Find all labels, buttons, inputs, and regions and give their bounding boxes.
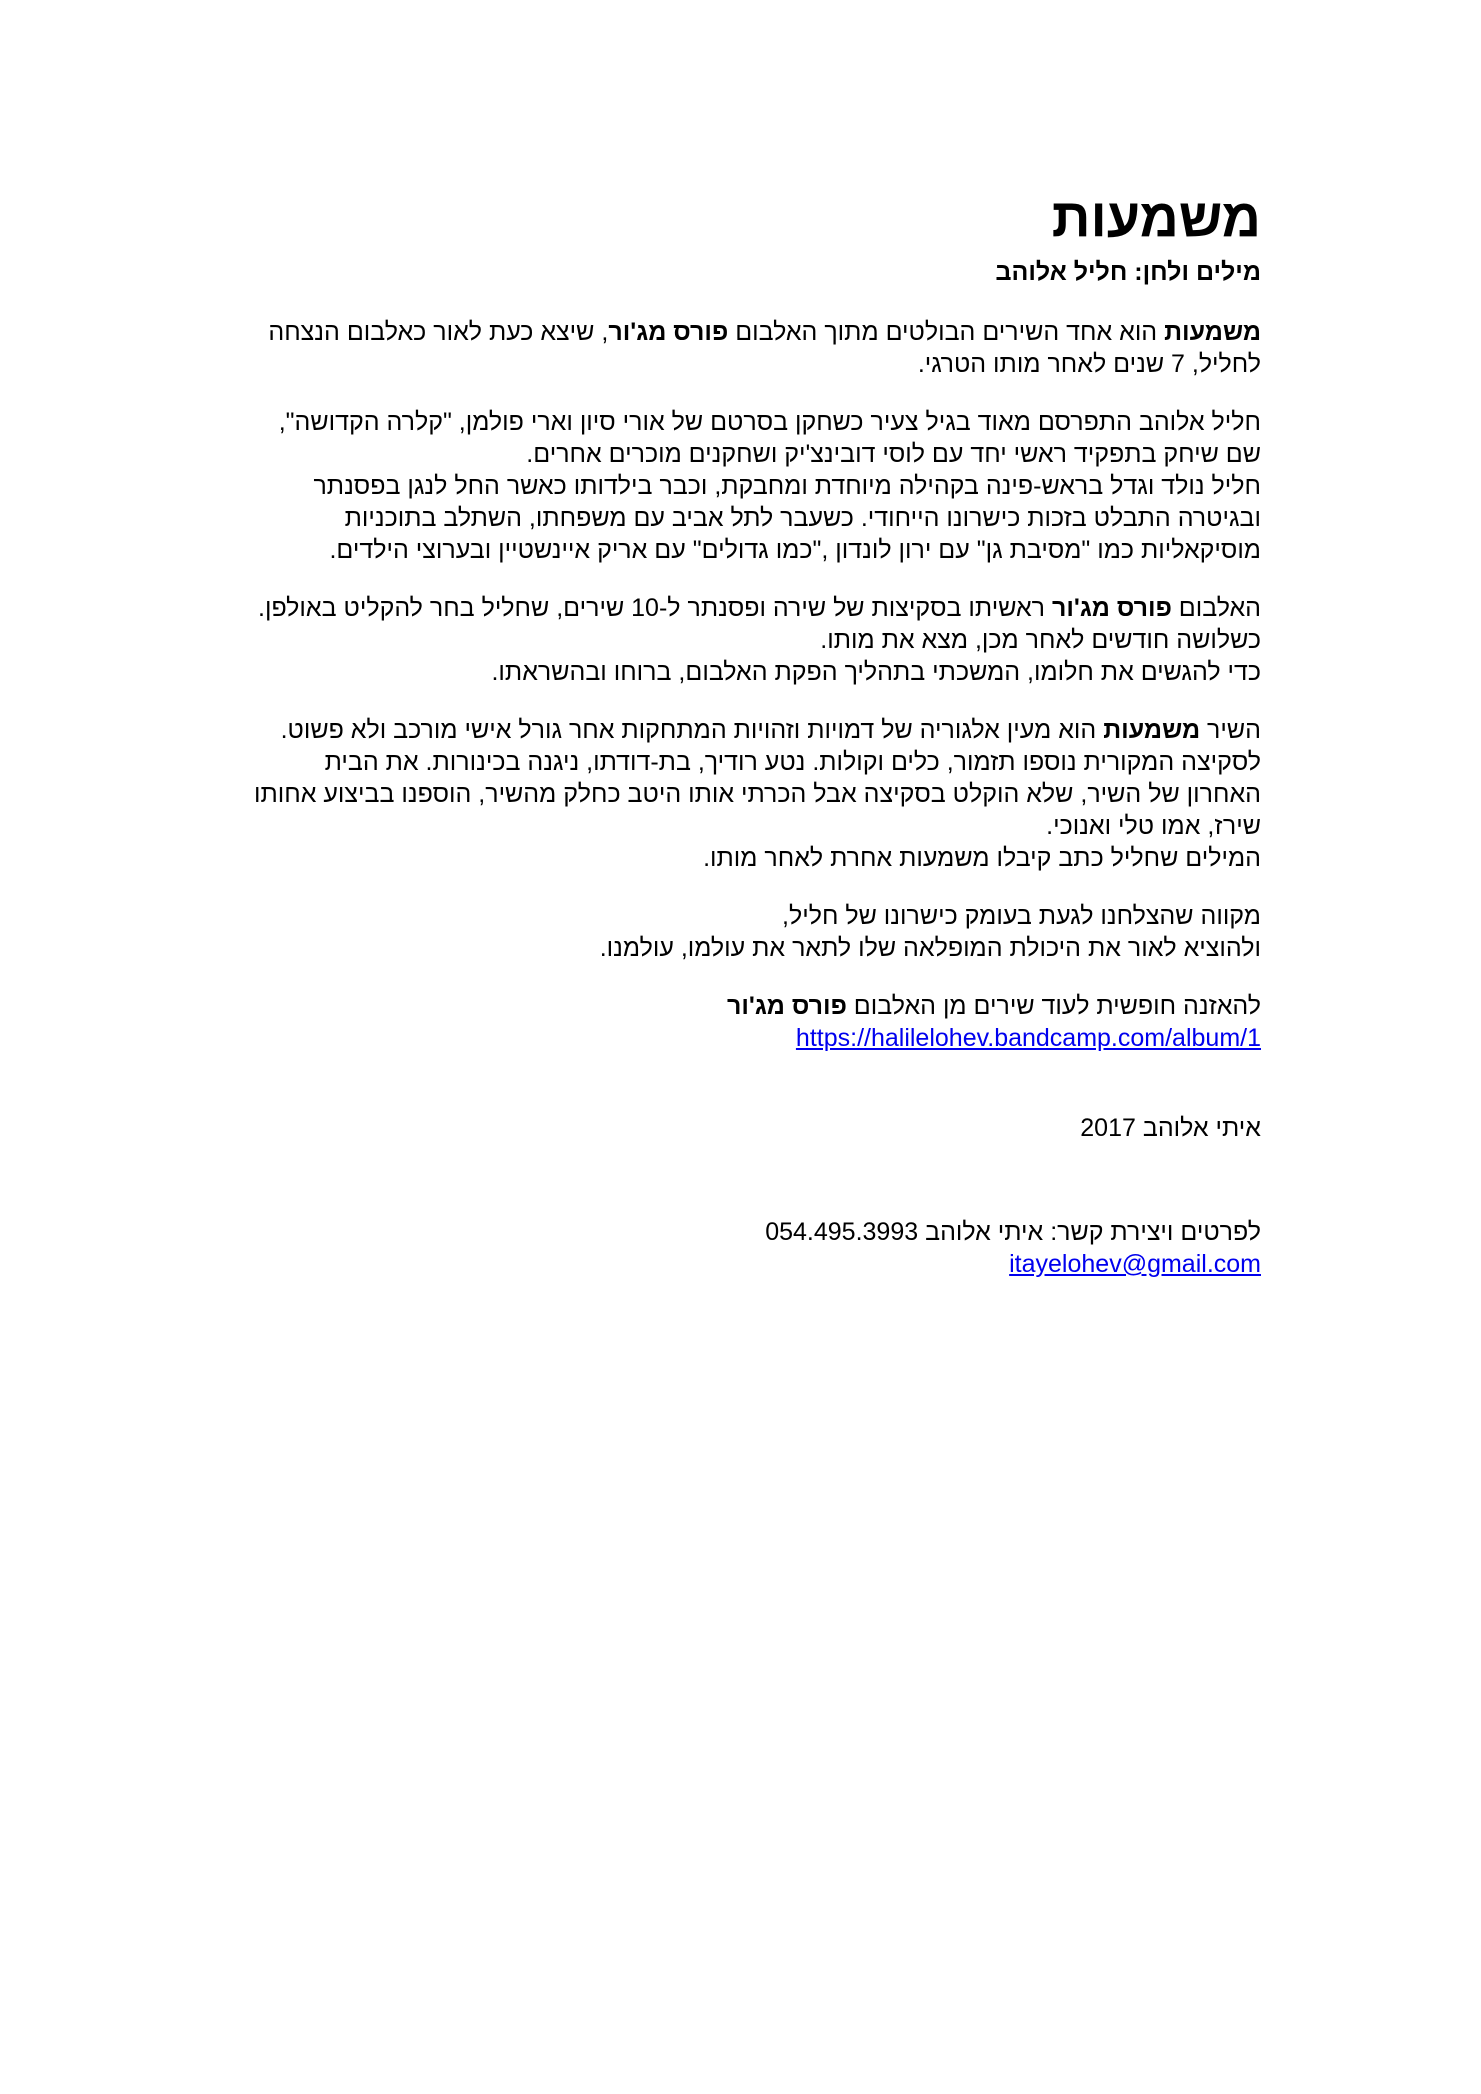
signature	[251, 1112, 1261, 1144]
paragraph-intro	[251, 316, 1261, 380]
paragraph-biography-line-5: מוסיקאליות כמו "מסיבת גן" עם ירון לונדון ,"כמו גדולים" עם אריק איינשטיין ובערוצי הילדים.	[329, 536, 1261, 564]
album-link[interactable]: https://halilelohev.bandcamp.com/album/1	[795, 1024, 1261, 1052]
contact-label: לפרטים ויצירת קשר: איתי אלוהב	[925, 1218, 1261, 1246]
paragraph-intro-line-1: משמעות הוא אחד השירים הבולטים מתוך האלבום פורס מג'ור, שיצא כעת לאור כאלבום הנצחה	[268, 318, 1261, 346]
paragraph-album-line-2: כשלושה חודשים לאחר מכן, מצא את מותו.	[820, 626, 1261, 654]
paragraph-song-line-5: המילים שחליל כתב קיבלו משמעות אחרת לאחר מותו.	[703, 844, 1261, 872]
paragraph-listen-line-2	[251, 1022, 1261, 1054]
paragraph-biography-line-2: שם שיחק בתפקיד ראשי יחד עם לוסי דובינצ'יק ושחקנים מוכרים אחרים.	[526, 440, 1261, 468]
signature-line	[251, 1112, 1261, 1144]
contact-line	[251, 1216, 1261, 1248]
paragraph-song-line-1: השיר משמעות הוא מעין אלגוריה של דמויות וזהויות המתחקות אחר גורל אישי מורכב ולא פשוט.	[280, 716, 1261, 744]
paragraph-biography	[251, 406, 1261, 566]
paragraph-listen	[251, 990, 1261, 1054]
signature-name: איתי אלוהב	[1142, 1114, 1261, 1142]
paragraph-closing-line-2: ולהוציא לאור את היכולת המופלאה שלו לתאר את עולמו, עולמנו.	[599, 934, 1261, 962]
album-title-bold: פורס מג'ור	[608, 318, 729, 346]
credits-line: מילים ולחן: חליל אלוהב	[995, 258, 1261, 286]
paragraph-song-line-3: האחרון של השיר, שלא הוקלט בסקיצה אבל הכרתי אותו היטב כחלק מהשיר, הוספנו בביצוע אחותו	[253, 780, 1261, 808]
contact-phone: 054.495.3993	[765, 1218, 919, 1246]
song-title-bold: משמעות	[1103, 716, 1201, 744]
contact-email-line	[251, 1248, 1261, 1280]
document-content	[251, 186, 1261, 1280]
song-title-bold: משמעות	[1164, 318, 1261, 346]
signature-year: 2017	[1080, 1114, 1136, 1142]
paragraph-album-line-3: כדי להגשים את חלומו, המשכתי בתהליך הפקת האלבום, ברוחו ובהשראתו.	[491, 658, 1261, 686]
document-title: משמעות	[1051, 188, 1261, 248]
contact-email-link[interactable]: itayelohev@gmail.com	[1009, 1250, 1261, 1278]
album-title-bold: פורס מג'ור	[1051, 594, 1172, 622]
paragraph-intro-line-2: לחליל, 7 שנים לאחר מותו הטרגי.	[917, 350, 1261, 378]
paragraph-listen-line-1: להאזנה חופשית לעוד שירים מן האלבום פורס מג'ור	[726, 992, 1261, 1020]
paragraph-biography-line-1: חליל אלוהב התפרסם מאוד בגיל צעיר כשחקן בסרטם של אורי סיון וארי פולמן, "קלרה הקדושה",	[278, 408, 1261, 436]
album-title-bold: פורס מג'ור	[726, 992, 847, 1020]
paragraph-biography-line-4: ובגיטרה התבלט בזכות כישרונו הייחודי. כשעבר לתל אביב עם משפחתו, השתלב בתוכניות	[344, 504, 1261, 532]
paragraph-album-line-1: האלבום פורס מג'ור ראשיתו בסקיצות של שירה ופסנתר ל-10 שירים, שחליל בחר להקליט באולפן.	[258, 594, 1261, 622]
paragraph-song-line-4: שירז, אמו טלי ואנוכי.	[1046, 812, 1261, 840]
paragraph-closing	[251, 900, 1261, 964]
paragraph-song	[251, 714, 1261, 874]
paragraph-biography-line-3: חליל נולד וגדל בראש-פינה בקהילה מיוחדת ומחבקת, וכבר בילדותו כאשר החל לנגן בפסנתר	[313, 472, 1261, 500]
contact-block	[251, 1216, 1261, 1280]
paragraph-closing-line-1: מקווה שהצלחנו לגעת בעומק כישרונו של חליל,	[782, 902, 1261, 930]
paragraph-album	[251, 592, 1261, 688]
paragraph-song-line-2: לסקיצה המקורית נוספו תזמור, כלים וקולות. נטע רודיך, בת-דודתו, ניגנה בכינורות. את הבית	[324, 748, 1261, 776]
